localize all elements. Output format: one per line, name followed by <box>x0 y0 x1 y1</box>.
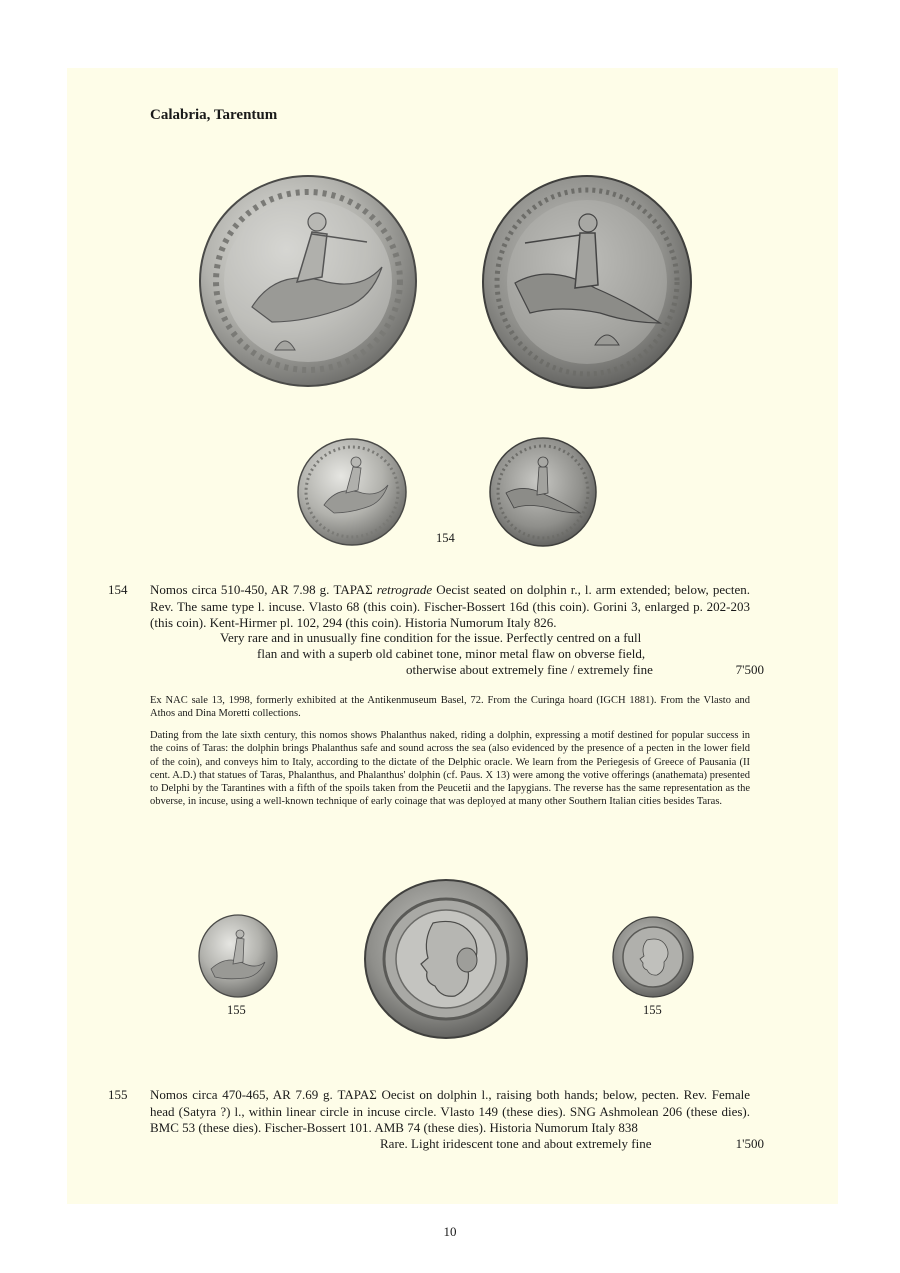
lot-number-155: 155 <box>108 1087 128 1102</box>
condition-line-1: Very rare and in unusually fine condition for the issue. Perfectly centred on a full <box>220 630 642 645</box>
price-155: 1'500 <box>735 1136 764 1151</box>
price-154: 7'500 <box>735 662 764 677</box>
condition-155: Rare. Light iridescent tone and about extremely fine <box>380 1136 652 1151</box>
coin-155-reverse-small <box>612 916 694 998</box>
condition-line-2: flan and with a superb old cabinet tone, minor metal flaw on obverse field, <box>257 646 646 661</box>
page-number: 10 <box>443 1224 457 1239</box>
coin-caption-155-right: 155 <box>643 1003 662 1017</box>
lot-description-154: Nomos circa 510-450, AR 7.98 g. ΤΑΡΑΣ retrograde Oecist seated on dolphin r., l. arm extended; below, pecten. Rev. The same type l. incuse. Vlasto 68 (this coin). Fischer-Bossert 16d (this coin). Gorini 3, enlarged p. 202-203 (this coin). Kent-Hirmer pl. 102, 294 (this coin). Historia Numorum Italy 826. <box>150 582 751 630</box>
coin-154-reverse-small <box>488 437 598 547</box>
lot-number-154: 154 <box>108 582 128 597</box>
coin-154-obverse-small <box>296 437 408 547</box>
commentary-154: Dating from the late sixth century, this nomos shows Phalanthus naked, riding a dolphin, expressing a motif destined for popular success in the coins of Taras: the dolphin brings Phalanthus safe and sound across the sea (also evidenced by the presence of a pecten in the lower field of the coin), and conveys him to Italy, according to the dictate of the Delphic oracle. We learn from the Periegesis of Greece of Pausania (II cent. A.D.) that statues of Taras, Phalanthus, and Phalanthus' dolphin (cf. Paus. X 13) were among the votive offerings (anathemata) presented to Delphi by the Tarantines with a fifth of the spoils taken from the Peucetii and the Iapygians. The reverse has the same representation as the obverse, in incuse, using a well-known technique of early coinage that was deployed at many other Southern Italian cities besides Taras. <box>150 730 750 808</box>
section-title: Calabria, Tarentum <box>150 107 278 123</box>
provenance-154: Ex NAC sale 13, 1998, formerly exhibited at the Antikenmuseum Basel, 72. From the Curinga hoard (IGCH 1881). From the Vlasto and Athos and Dina Moretti collections. <box>150 695 750 720</box>
retrograde-note: retrograde <box>376 582 433 597</box>
coin-154-reverse-large <box>480 173 694 391</box>
coin-caption-155-left: 155 <box>227 1003 246 1017</box>
coin-155-reverse-large <box>363 878 529 1040</box>
coin-caption-154: 154 <box>436 531 455 545</box>
coin-155-obverse-small <box>197 914 279 999</box>
condition-line-3: otherwise about extremely fine / extremely fine <box>406 662 653 677</box>
coin-154-obverse-large <box>197 172 419 390</box>
lot-description-155: Nomos circa 470-465, AR 7.69 g. ΤΑΡΑΣ Oecist on dolphin l., raising both hands; below, pecten. Rev. Female head (Satyra ?) l., within linear circle in incuse circle. Vlasto 149 (these dies). SNG Ashmolean 206 (these dies). BMC 53 (these dies). Fischer-Bossert 101. AMB 74 (these dies). Historia Numorum Italy 838 <box>150 1087 750 1135</box>
